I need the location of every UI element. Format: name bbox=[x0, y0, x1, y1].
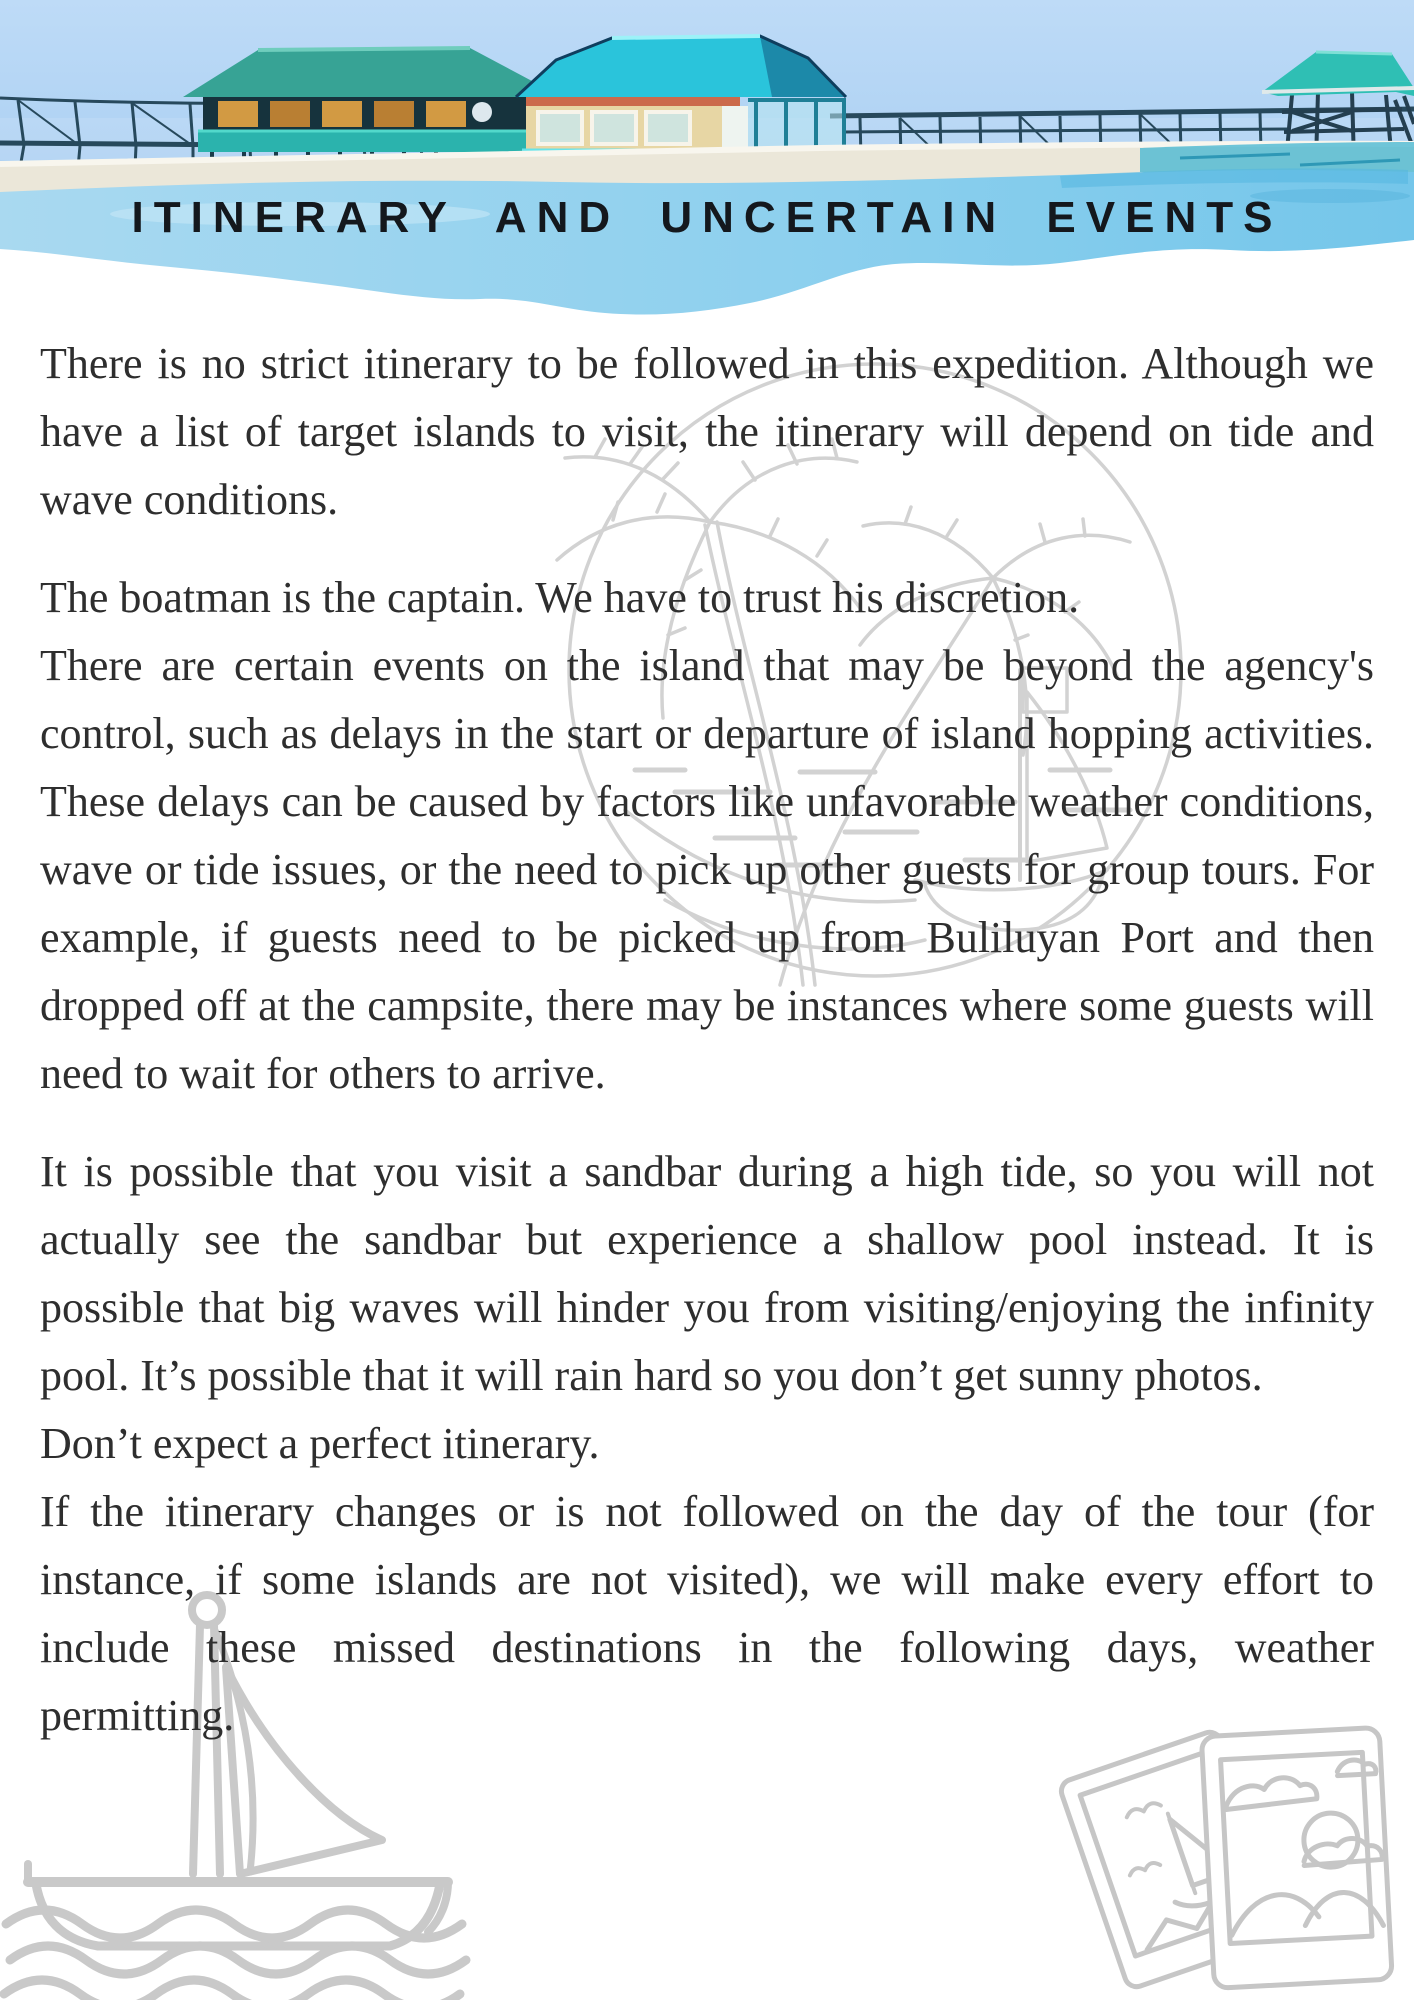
paragraph-changes: If the itinerary changes or is not followed on the day of the tour (for instance, if some islands are not visited), we will make every effort to include these missed destinations in the following days, weather permitting. bbox=[40, 1487, 1374, 1740]
beach-pier-photo-illustration bbox=[0, 0, 1414, 335]
paragraph-sandbar: It is possible that you visit a sandbar during a high tide, so you will not actually see the sandbar but experience a shallow pool instead. It is possible that big waves will hinder you from visiting/enjoying the infinity pool. It’s possible that it will rain hard so you don’t get sunny photos. bbox=[40, 1147, 1374, 1400]
page-title: ITINERARY AND UNCERTAIN EVENTS bbox=[131, 193, 1283, 242]
paragraph-block-boatman bbox=[40, 564, 1374, 1108]
photo-frame-right bbox=[1201, 1727, 1392, 1988]
header-photo bbox=[0, 0, 1414, 335]
paragraph-itinerary: There is no strict itinerary to be followed in this expedition. Although we have a list of target islands to visit, the itinerary will depend on tide and wave conditions. bbox=[40, 339, 1374, 524]
line-expectation: Don’t expect a perfect itinerary. bbox=[40, 1419, 600, 1468]
line-boatman: The boatman is the captain. We have to trust his discretion. bbox=[40, 573, 1080, 622]
paragraph-block-possibilities bbox=[40, 1138, 1374, 1750]
paragraph-delays: There are certain events on the island that may be beyond the agency's control, such as delays in the start or departure of island hopping activities. These delays can be caused by factors like unfavorable weather conditions, wave or tide issues, or the need to pick up other guests for group tours. For example, if guests need to be picked up from Buliluyan Port and then dropped off at the campsite, there may be instances where some guests will need to wait for others to arrive. bbox=[40, 641, 1374, 1098]
